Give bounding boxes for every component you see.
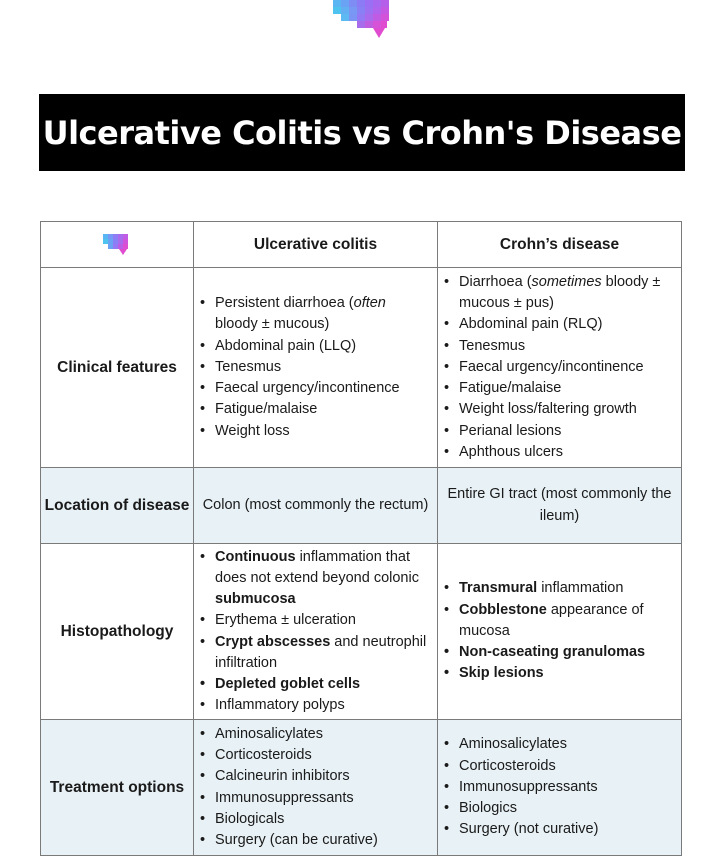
list-item: • Aminosalicylates: [200, 724, 431, 745]
list-item: • Immunosuppressants: [200, 788, 431, 809]
page-title: Ulcerative Colitis vs Crohn's Disease: [39, 94, 685, 171]
uc-clinical-list: [194, 291, 437, 443]
list-item: • Cobblestone appearance of mucosa: [444, 600, 675, 642]
list-item: • Tenesmus: [200, 357, 431, 378]
list-item: • Crypt abscesses and neutrophil infiltration: [200, 632, 431, 674]
uc-treatment-list: [194, 722, 437, 853]
list-item: • Transmural inflammation: [444, 578, 675, 599]
list-item: • Aphthous ulcers: [444, 442, 675, 463]
list-item: • Depleted goblet cells: [200, 674, 431, 695]
brand-logo-icon: [329, 0, 395, 40]
list-item: • Fatigue/malaise: [444, 378, 675, 399]
uc-location-cell: Colon (most commonly the rectum): [194, 468, 438, 544]
row-label-location: Location of disease: [41, 468, 194, 544]
row-histopathology: [41, 544, 682, 720]
list-item: • Inflammatory polyps: [200, 695, 431, 716]
table-header-row: [41, 222, 682, 268]
header-ulcerative-colitis: Ulcerative colitis: [194, 222, 438, 268]
list-item: • Perianal lesions: [444, 421, 675, 442]
row-label-histopathology: Histopathology: [41, 544, 194, 720]
list-item: • Surgery (not curative): [444, 819, 675, 840]
cd-clinical-cell: [438, 268, 682, 468]
uc-histo-list: [194, 545, 437, 719]
list-item: • Abdominal pain (RLQ): [444, 314, 675, 335]
list-item: • Immunosuppressants: [444, 777, 675, 798]
list-item: • Abdominal pain (LLQ): [200, 336, 431, 357]
list-item: • Biologics: [444, 798, 675, 819]
list-item: • Tenesmus: [444, 336, 675, 357]
row-clinical-features: [41, 268, 682, 468]
brand-mini-icon: [102, 234, 132, 256]
list-item: • Continuous inflammation that does not extend beyond colonic submucosa: [200, 547, 431, 611]
list-item: • Weight loss: [200, 421, 431, 442]
list-item: • Calcineurin inhibitors: [200, 766, 431, 787]
cd-clinical-list: [438, 270, 681, 465]
row-location: [41, 468, 682, 544]
list-item: • Corticosteroids: [444, 756, 675, 777]
list-item: • Persistent diarrhoea (often bloody ± mucous): [200, 293, 431, 335]
list-item: • Weight loss/faltering growth: [444, 399, 675, 420]
cd-histo-cell: [438, 544, 682, 720]
uc-clinical-cell: [194, 268, 438, 468]
cd-histo-list: [438, 576, 681, 686]
list-item: • Non-caseating granulomas: [444, 642, 675, 663]
row-label-treatment: Treatment options: [41, 720, 194, 856]
cd-treatment-list: [438, 732, 681, 842]
list-item: • Fatigue/malaise: [200, 399, 431, 420]
row-label-clinical: Clinical features: [41, 268, 194, 468]
comparison-table: [40, 221, 682, 856]
list-item: • Surgery (can be curative): [200, 830, 431, 851]
header-crohns-disease: Crohn’s disease: [438, 222, 682, 268]
list-item: • Faecal urgency/incontinence: [444, 357, 675, 378]
list-item: • Biologicals: [200, 809, 431, 830]
list-item: • Aminosalicylates: [444, 734, 675, 755]
list-item: • Skip lesions: [444, 663, 675, 684]
cd-treatment-cell: [438, 720, 682, 856]
header-logo-cell: [41, 222, 194, 268]
list-item: • Faecal urgency/incontinence: [200, 378, 431, 399]
list-item: • Corticosteroids: [200, 745, 431, 766]
cd-location-cell: Entire GI tract (most commonly the ileum): [438, 468, 682, 544]
uc-histo-cell: [194, 544, 438, 720]
uc-treatment-cell: [194, 720, 438, 856]
list-item: • Erythema ± ulceration: [200, 610, 431, 631]
list-item: • Diarrhoea (sometimes bloody ± mucous ± pus): [444, 272, 675, 314]
row-treatment: [41, 720, 682, 856]
